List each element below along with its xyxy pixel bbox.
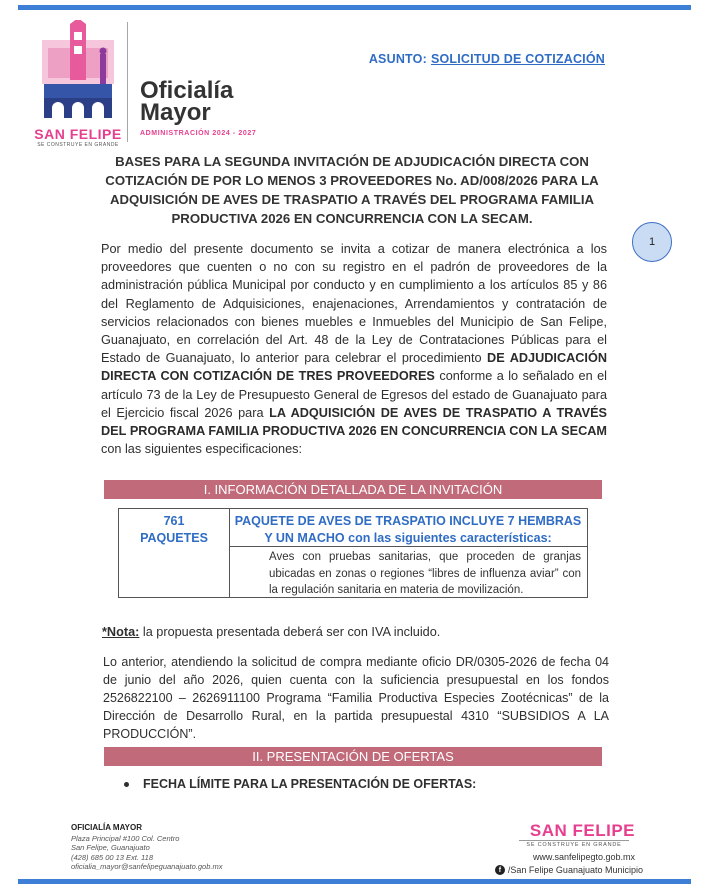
section-heading-offers: II. PRESENTACIÓN DE OFERTAS [104,747,602,766]
top-border-bar [18,5,691,10]
item-specification: Aves con pruebas sanitarias, que proceden de granjas ubicadas en zonas o regiones “libres de influenza aviar” con la regulación sanitaria en materia de movilización. [269,551,581,596]
intro-text-1: Por medio del presente documento se invita a cotizar de manera electrónica a los proveedores que cuenten o no con su registro en el padrón de proveedores de la administración pública Municipal por conducto y en cumplimiento a los artículos 85 y 86 del Reglamento de Adquisiciones, enajenaciones, Arrendamientos y contratación de servicios relacionados con bienes muebles e Inmuebles del Municipio de San Felipe, Guanajuato, en correlación del Art. 48 de la Ley de Contrataciones Públicas para el Estado de Guanajuato, lo anterior para celebrar el procedimiento [101,242,607,366]
item-quantity [119,513,229,547]
footer-facebook-text: /San Felipe Guanajuato Municipio [507,865,643,875]
logo-city-name: SAN FELIPE [34,126,122,142]
footer-facebook [495,865,643,875]
intro-paragraph [101,240,607,458]
item-quantity-unit: PAQUETES [140,531,208,545]
municipal-logo-icon [34,20,122,124]
item-description [231,513,585,547]
page-number-badge: 1 [632,222,672,262]
bottom-border-bar [18,879,691,884]
office-title-line1: Oficialía [140,77,234,104]
deadline-bullet [124,777,476,791]
note-line [102,625,440,639]
office-title-line2: Mayor [140,99,211,126]
bullet-icon [124,782,129,787]
footer-slogan: SE CONSTRUYE EN GRANDE [519,840,629,848]
intro-text-2: conforme a lo señalado en el artículo 73 de la Ley de Presupuesto General de Egresos del estado de Guanajuato para el Ejercicio fiscal 2026 para [101,369,607,420]
table-column-divider [229,509,230,597]
footer-address-1: Plaza Principal #100 Col. Centro [71,833,180,843]
header-divider [127,22,128,142]
item-description-line1: PAQUETE DE AVES DE TRASPATIO INCLUYE 7 HEMBRAS [234,514,582,528]
footer-address-2: San Felipe, Guanajuato [71,843,150,852]
intro-bold-1: DE ADJUDICACIÓN DIRECTA CON COTIZACIÓN DE TRES PROVEEDORES [101,351,607,384]
footer-email: oficialia_mayor@sanfelipeguanajuato.gob.mx [71,862,223,871]
intro-bold-2: LA ADQUISICIÓN DE AVES DE TRASPATIO A TRAVÉS DEL PROGRAMA FAMILIA PRODUCTIVA 2026 EN CONCURRENCIA CON LA SECAM [101,405,607,439]
footer-city-logo: SAN FELIPE [529,821,635,840]
budget-paragraph: Lo anterior, atendiendo la solicitud de compra mediante oficio DR/0305-2026 de fecha 04 de junio del año 2026, quien cuenta con la suficiencia presupuestal en los fondos 2526822100 – 2626911100 Programa “Familia Productiva Especies Zootécnicas” de la Dirección de Desarrollo Rural, en la partida presupuestal 4310 “SUBSIDIOS A LA PRODUCCIÓN”. [103,655,609,741]
document-title: BASES PARA LA SEGUNDA INVITACIÓN DE ADJUDICACIÓN DIRECTA CON COTIZACIÓN DE POR LO MENOS 3 PROVEEDORES No. AD/008/2026 PARA LA ADQUISICIÓN DE AVES DE TRASPATIO A TRAVÉS DEL PROGRAMA FAMILIA PRODUCTIVA 2026 EN CONCURRENCIA CON LA SECAM. [105,154,599,226]
logo-slogan: SE CONSTRUYE EN GRANDE [37,142,119,148]
note-text: la propuesta presentada deberá ser con IVA incluido. [142,625,441,639]
office-title [140,77,234,126]
footer-phone: (428) 685 00 13 Ext. 118 [71,852,154,862]
note-label: *Nota: [102,625,140,639]
intro-text-3: con las siguientes especificaciones: [101,442,302,457]
subject-value: SOLICITUD DE COTIZACIÓN [430,52,605,66]
items-table [118,508,588,598]
facebook-icon: f [495,865,505,875]
footer-office: OFICIALÍA MAYOR [71,823,142,832]
administration-period: ADMINISTRACIÓN 2024 - 2027 [140,130,257,137]
deadline-bullet-text: FECHA LÍMITE PARA LA PRESENTACIÓN DE OFERTAS: [143,777,477,791]
subject-line [369,52,605,66]
item-description-line2: Y UN MACHO con las siguientes características: [264,531,552,545]
footer-website: www.sanfelipegto.gob.mx [532,852,635,862]
section-heading-invitation: I. INFORMACIÓN DETALLADA DE LA INVITACIÓN [104,480,602,499]
subject-label: ASUNTO: [368,52,427,66]
item-quantity-number: 761 [163,514,185,528]
footer-contact [71,823,222,872]
